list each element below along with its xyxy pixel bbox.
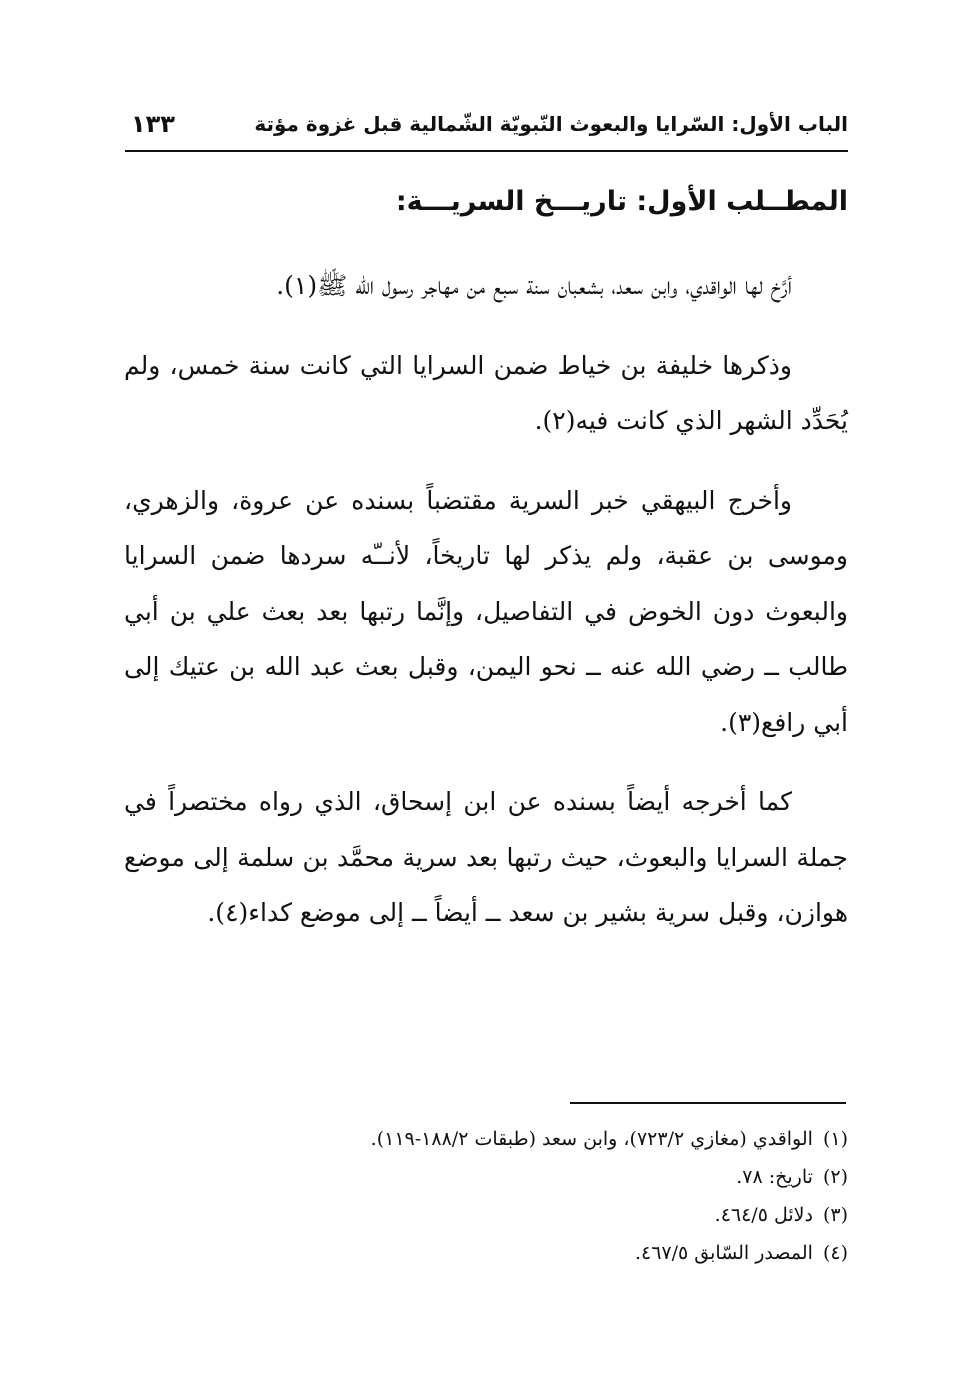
page-header xyxy=(125,106,848,152)
section-heading: المطــلب الأول: تاريـــخ السريـــة: xyxy=(395,186,848,217)
paragraph-2: وذكرها خليفة بن خياط ضمن السرايا التي كانت سنة خمس، ولم يُحَدِّد الشهر الذي كانت فيه(٢). xyxy=(124,350,848,435)
footnote-4 xyxy=(124,1234,848,1272)
paragraph-4: كما أخرجه أيضاً بسنده عن ابن إسحاق، الذي رواه مختصراً في جملة السرايا والبعوث، حيث رتبها بعد سرية محمَّد بن سلمة إلى موضع هوازن، وقبل سرية بشير بن سعد ــ أيضاً ــ إلى موضع كداء(٤). xyxy=(124,787,848,927)
chapter-title: الباب الأول: السّرايا والبعوث النّبويّة الشّمالية قبل غزوة مؤتة xyxy=(254,112,848,136)
footnote-text: المصدر السّابق ٤٦٧/٥. xyxy=(634,1242,813,1264)
paragraph-3: وأخرج البيهقي خبر السرية مقتضباً بسنده عن عروة، والزهري، وموسى بن عقبة، ولم يذكر لها تاريخاً، لأنــّه سردها ضمن السرايا والبعوث دون الخوض في التفاصيل، وإنَّما رتبها بعد بعث علي بن أبي طالب ــ رضي الله عنه ــ نحو اليمن، وقبل بعث عبد الله بن عتيك إلى أبي رافع(٣). xyxy=(124,485,848,737)
footnote-number: (٢) xyxy=(822,1166,848,1188)
footnote-text: تاريخ: ٧٨. xyxy=(736,1166,813,1188)
footnotes xyxy=(124,1120,848,1272)
footnote-divider xyxy=(570,1102,846,1104)
footnote-text: الواقدي (مغازي ٧٢٣/٢)، وابن سعد (طبقات ١٨٨/٢-١١٩). xyxy=(370,1128,813,1150)
footnote-text: دلائل ٤٦٤/٥. xyxy=(714,1204,813,1226)
footnote-1 xyxy=(124,1120,848,1158)
footnote-number: (٤) xyxy=(822,1242,848,1264)
page-number: ١٣٣ xyxy=(131,110,175,138)
footnote-2 xyxy=(124,1158,848,1196)
footnote-3 xyxy=(124,1196,848,1234)
footnote-number: (١) xyxy=(822,1128,848,1150)
body-text xyxy=(124,258,848,965)
footnote-number: (٣) xyxy=(822,1204,848,1226)
paragraph-1: أرَّخ لها الواقدي، وابن سعد، بشعبان سنة سبع من مهاجر رسول الله ﷺ(١). xyxy=(276,271,792,300)
